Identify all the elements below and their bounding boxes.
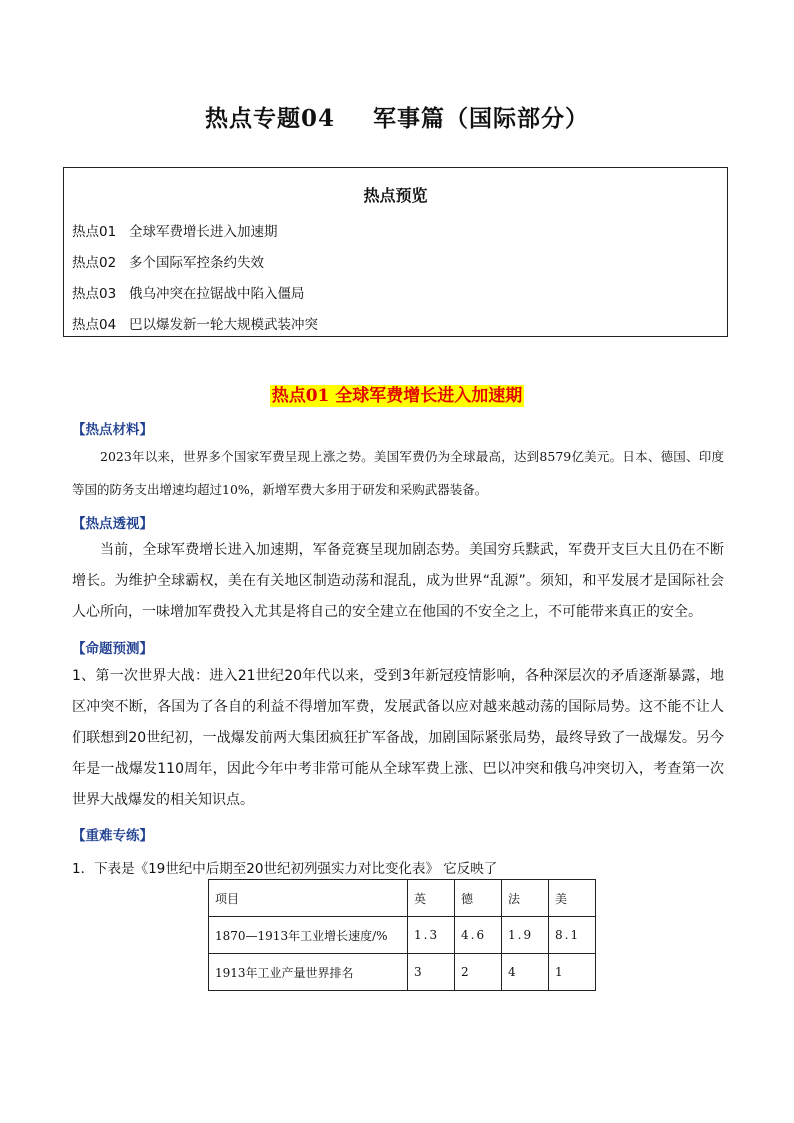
table-header-cell: 项目 <box>209 880 408 917</box>
table-cell: 2 <box>455 954 502 991</box>
table-cell: 4.6 <box>455 917 502 954</box>
table-header-cell: 法 <box>502 880 549 917</box>
table-row <box>209 954 596 991</box>
table-cell: 1 <box>549 954 596 991</box>
table-header-row <box>209 880 596 917</box>
preview-item-text: 巴以爆发新一轮大规模武装冲突 <box>129 317 318 333</box>
preview-item-number: 热点04 <box>72 317 117 333</box>
perspective-label: 【热点透视】 <box>72 516 153 532</box>
table-cell: 8.1 <box>549 917 596 954</box>
table-header-cell: 英 <box>408 880 455 917</box>
preview-item <box>72 251 264 271</box>
table-cell: 4 <box>502 954 549 991</box>
preview-heading: 热点预览 <box>363 186 428 205</box>
material-label: 【热点材料】 <box>72 422 153 438</box>
table-cell: 1.3 <box>408 917 455 954</box>
preview-item <box>72 220 278 240</box>
material-paragraph: 2023年以来，世界多个国家军费呈现上涨之势。美国军费仍为全球最高，达到8579亿美元。日本、德国、印度等国的防务支出增速均超过10%，新增军费大多用于研发和采购武器装备。 <box>72 449 724 497</box>
table-cell: 3 <box>408 954 455 991</box>
table-header-cell: 美 <box>549 880 596 917</box>
document-title-topic: 热点专题04 <box>204 105 335 132</box>
preview-item-number: 热点01 <box>72 224 117 240</box>
document-title-subtitle: 军事篇（国际部分） <box>373 105 589 132</box>
prediction-paragraph: 1、第一次世界大战：进入21世纪20年代以来，受到3年新冠疫情影响，各种深层次的矛盾逐渐暴露，地区冲突不断，各国为了各自的利益不得增加军费，发展武备以应对越来越动荡的国际局势。这不能不让人们联想到20世纪初，一战爆发前两大集团疯狂扩军备战，加剧国际紧张局势，最终导致了一战爆发。另今年是一战爆发110周年，因此今年中考非常可能从全球军费上涨、巴以冲突和俄乌冲突切入，考查第一次世界大战爆发的相关知识点。 <box>72 668 724 808</box>
document-title <box>0 100 794 133</box>
section-title <box>0 381 794 406</box>
preview-item <box>72 282 305 302</box>
table-cell: 1870—1913年工业增长速度/% <box>209 917 408 954</box>
table-header-cell: 德 <box>455 880 502 917</box>
hotspot-preview-box <box>63 167 728 337</box>
strength-comparison-table <box>208 879 596 991</box>
preview-item-text: 多个国际军控条约失效 <box>129 255 264 271</box>
preview-item-text: 俄乌冲突在拉锯战中陷入僵局 <box>129 286 305 302</box>
preview-item-text: 全球军费增长进入加速期 <box>129 224 278 240</box>
table-row <box>209 917 596 954</box>
preview-item-number: 热点02 <box>72 255 117 271</box>
section-title-highlight: 热点01 全球军费增长进入加速期 <box>271 386 523 406</box>
preview-item-number: 热点03 <box>72 286 117 302</box>
table-cell: 1.9 <box>502 917 549 954</box>
prediction-label: 【命题预测】 <box>72 641 153 657</box>
perspective-paragraph: 当前，全球军费增长进入加速期，军备竞赛呈现加剧态势。美国穷兵黩武，军费开支巨大且仍在不断增长。为维护全球霸权，美在有关地区制造动荡和混乱，成为世界“乱源”。须知，和平发展才是国际社会人心所向，一味增加军费投入尤其是将自己的安全建立在他国的不安全之上，不可能带来真正的安全。 <box>72 542 724 620</box>
preview-item <box>72 313 318 333</box>
table-cell: 1913年工业产量世界排名 <box>209 954 408 991</box>
practice-label: 【重难专练】 <box>72 828 153 844</box>
question-1-text: 1．下表是《19世纪中后期至20世纪初列强实力对比变化表》 它反映了 <box>72 861 498 877</box>
